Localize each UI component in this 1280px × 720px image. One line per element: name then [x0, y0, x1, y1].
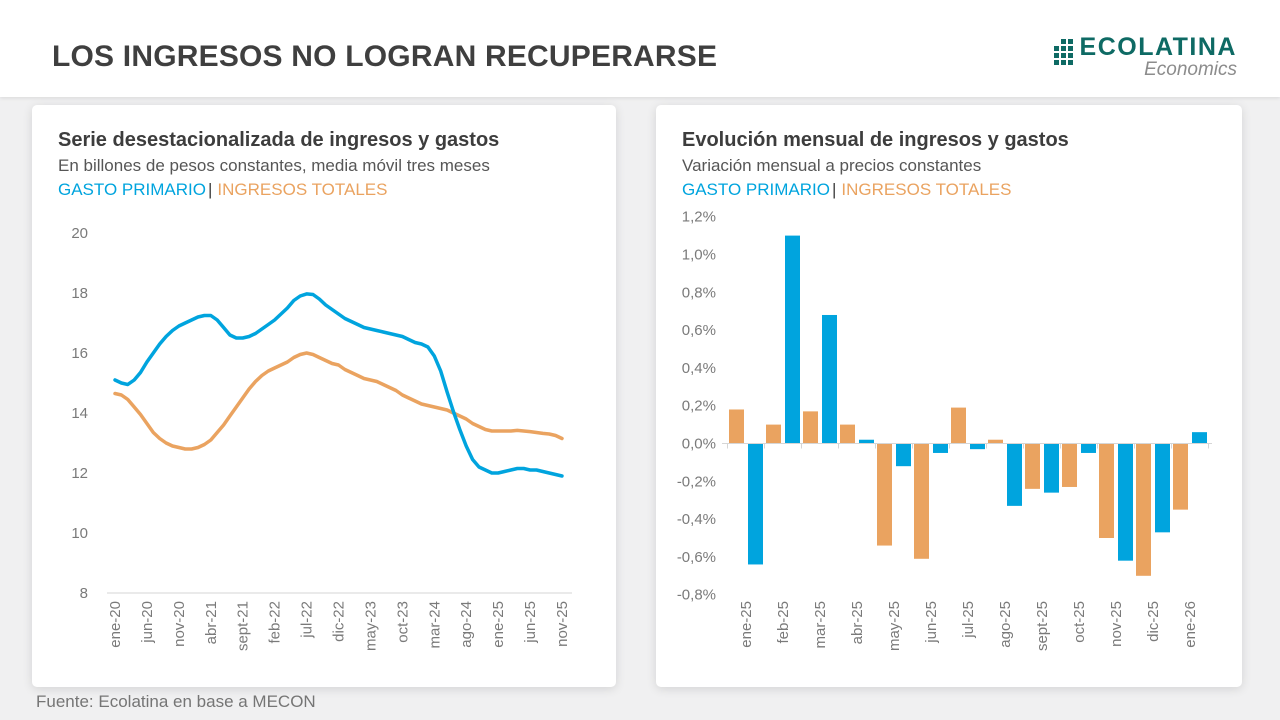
right-chart-legend — [682, 179, 1216, 200]
bar-ingresos-nov-25 — [1099, 444, 1114, 539]
bar-ingresos-abr-25 — [840, 425, 855, 444]
x-axis-labels — [738, 601, 1199, 651]
left-chart-subtitle: En billones de pesos constantes, media móvil tres meses — [58, 156, 490, 175]
svg-text:18: 18 — [71, 285, 88, 302]
svg-text:abr-21: abr-21 — [202, 601, 220, 645]
svg-text:nov-20: nov-20 — [170, 601, 188, 647]
bar-gasto-dic-25 — [1155, 444, 1170, 533]
card-monthly-variation — [656, 105, 1242, 687]
svg-text:ene-25: ene-25 — [490, 601, 508, 648]
logo-tagline: Economics — [1144, 59, 1237, 81]
svg-text:jul-22: jul-22 — [298, 601, 316, 638]
bar-ingresos-dic-25 — [1136, 444, 1151, 576]
svg-text:-0,6%: -0,6% — [676, 548, 716, 566]
y-axis-labels — [677, 209, 716, 604]
x-axis-labels — [107, 601, 571, 651]
svg-text:jun-25: jun-25 — [522, 601, 540, 643]
bar-gasto-jul-25 — [970, 444, 985, 450]
legend-separator: | — [208, 180, 213, 200]
bar-gasto-feb-25 — [785, 236, 800, 444]
svg-text:jun-25: jun-25 — [923, 601, 940, 643]
bar-ingresos-may-25 — [877, 444, 892, 546]
svg-text:14: 14 — [71, 405, 88, 422]
logo-name: ECOLATINA — [1079, 33, 1237, 61]
bar-ingresos-oct-25 — [1062, 444, 1077, 487]
right-chart-subtitle: Variación mensual a precios constantes — [682, 156, 982, 175]
card-seasonal-series — [32, 105, 616, 687]
svg-text:sept-25: sept-25 — [1034, 601, 1051, 652]
bar-gasto-mar-25 — [822, 315, 837, 444]
legend-separator: | — [832, 180, 837, 200]
svg-text:nov-25: nov-25 — [1108, 601, 1125, 647]
bar-gasto-ene-26 — [1192, 432, 1207, 443]
source-note: Fuente: Ecolatina en base a MECON — [36, 692, 316, 711]
svg-text:jun-20: jun-20 — [138, 601, 156, 643]
bar-gasto-may-25 — [896, 444, 911, 467]
logo-grid-icon — [1054, 39, 1073, 65]
svg-text:ene-25: ene-25 — [738, 601, 755, 648]
svg-text:jul-25: jul-25 — [960, 601, 977, 638]
page-title: LOS INGRESOS NO LOGRAN RECUPERARSE — [52, 40, 718, 73]
svg-text:may-25: may-25 — [886, 601, 903, 652]
bar-series — [729, 236, 1207, 576]
svg-text:ago-24: ago-24 — [458, 601, 476, 648]
svg-text:oct-23: oct-23 — [394, 601, 412, 643]
y-axis-labels — [71, 225, 88, 602]
svg-text:mar-24: mar-24 — [426, 601, 444, 649]
left-chart-title: Serie desestacionalizada de ingresos y gastos — [58, 129, 500, 151]
bar-gasto-jun-25 — [933, 444, 948, 453]
svg-text:ago-25: ago-25 — [997, 601, 1014, 648]
bar-ingresos-jul-25 — [951, 408, 966, 444]
right-chart-title: Evolución mensual de ingresos y gastos — [682, 129, 1069, 151]
svg-text:dic-22: dic-22 — [330, 601, 348, 642]
svg-text:nov-25: nov-25 — [554, 601, 571, 647]
svg-text:may-23: may-23 — [362, 601, 380, 652]
svg-text:1,0%: 1,0% — [681, 246, 716, 264]
bar-ingresos-jun-25 — [914, 444, 929, 559]
svg-text:8: 8 — [79, 585, 88, 602]
svg-text:0,6%: 0,6% — [681, 322, 716, 340]
svg-text:ene-20: ene-20 — [107, 601, 124, 648]
svg-text:16: 16 — [71, 345, 88, 362]
bar-gasto-oct-25 — [1081, 444, 1096, 453]
bar-gasto-ene-25 — [748, 444, 763, 565]
header-band — [0, 0, 1280, 97]
svg-text:1,2%: 1,2% — [681, 208, 716, 226]
legend-ingresos-totales: INGRESOS TOTALES — [841, 180, 1012, 200]
svg-text:0,8%: 0,8% — [681, 284, 716, 302]
svg-text:oct-25: oct-25 — [1071, 601, 1088, 643]
svg-text:feb-22: feb-22 — [266, 601, 284, 644]
svg-text:dic-25: dic-25 — [1145, 601, 1162, 642]
bar-ingresos-mar-25 — [803, 411, 818, 443]
bar-ingresos-ago-25 — [988, 440, 1003, 444]
svg-text:ene-26: ene-26 — [1182, 601, 1199, 648]
svg-text:0,4%: 0,4% — [681, 359, 716, 377]
svg-text:20: 20 — [71, 225, 88, 242]
svg-text:0,2%: 0,2% — [681, 397, 716, 415]
bar-ingresos-sept-25 — [1025, 444, 1040, 489]
svg-text:-0,2%: -0,2% — [676, 473, 716, 491]
svg-text:feb-25: feb-25 — [775, 601, 792, 644]
monthly-bar-chart — [656, 205, 1242, 687]
svg-text:-0,4%: -0,4% — [676, 511, 716, 529]
bar-gasto-sept-25 — [1044, 444, 1059, 493]
bar-gasto-nov-25 — [1118, 444, 1133, 561]
svg-text:0,0%: 0,0% — [681, 435, 716, 453]
svg-text:mar-25: mar-25 — [812, 601, 829, 649]
bar-ingresos-ene-25 — [729, 409, 744, 443]
svg-text:-0,8%: -0,8% — [676, 586, 716, 604]
line-series-ingresos-totales — [115, 353, 562, 449]
ecolatina-logo — [1054, 34, 1237, 81]
svg-text:10: 10 — [71, 525, 88, 542]
legend-ingresos-totales: INGRESOS TOTALES — [217, 180, 388, 200]
legend-gasto-primario: GASTO PRIMARIO — [58, 180, 206, 200]
svg-text:abr-25: abr-25 — [849, 601, 866, 645]
svg-text:12: 12 — [71, 465, 88, 482]
svg-text:sept-21: sept-21 — [234, 601, 252, 652]
bar-ingresos-ene-26 — [1173, 444, 1188, 510]
bar-gasto-ago-25 — [1007, 444, 1022, 506]
bar-ingresos-feb-25 — [766, 425, 781, 444]
legend-gasto-primario: GASTO PRIMARIO — [682, 180, 830, 200]
seasonal-line-chart — [32, 205, 616, 687]
bar-gasto-abr-25 — [859, 440, 874, 444]
left-chart-legend — [58, 179, 590, 200]
